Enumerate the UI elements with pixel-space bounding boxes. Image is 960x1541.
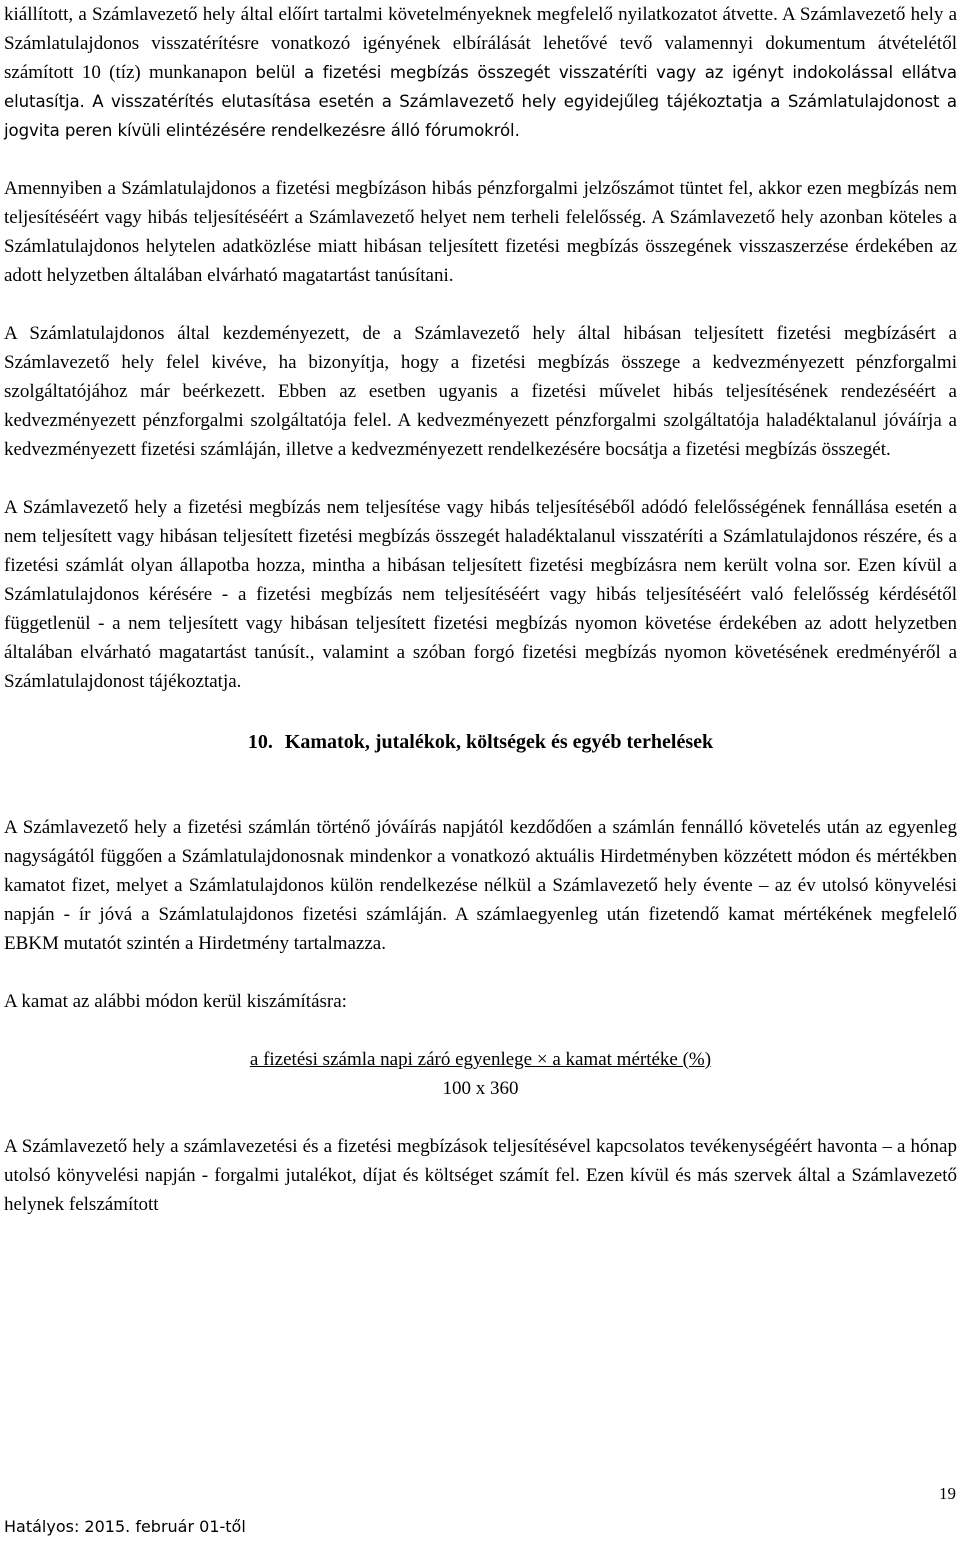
paragraph-refund-decision	[4, 0, 957, 145]
formula-denominator: 100 x 360	[442, 1078, 519, 1099]
paragraph-interest-payment: A Számlavezető hely a fizetési számlán történő jóváírás napjától kezdődően a számlán fennálló követelés után az egyenleg nagyságától függően a Számlatulajdonosnak mindenkor a vonatkozó aktuális Hirdetményben közzétett módon és mértékben kamatot fizet, melyet a Számlatulajdonos külön rendelkezése nélkül a Számlavezető hely évente – az év utolsó könyvelési napján - ír jóvá a Számlatulajdonos fizetési számláján. A számlaegyenleg után fizetendő kamat mértékének megfelelő EBKM mutatót szintén a Hirdetmény tartalmazza.	[4, 817, 957, 954]
paragraph-wrong-account-number: Amennyiben a Számlatulajdonos a fizetési megbízáson hibás pénzforgalmi jelzőszámot tüntet fel, akkor ezen megbízás nem teljesítéséért vagy hibás teljesítéséért a Számlavezető helyet nem terheli felelősség. A Számlavezető hely azonban köteles a Számlatulajdonos helytelen adatközlése miatt hibásan teljesített fizetési megbízás összegének visszaszerzése érdekében az adott helyzetben általában elvárható magatartást tanúsítani.	[4, 178, 957, 286]
paragraph-refund-decision-part2: belül a fizetési megbízás összegét visszatéríti vagy az igényt indokolással ellátva elutasítja. A visszatérítés elutasítása esetén a Számlavezető hely egyidejűleg tájékoztatja a Számlatulajdonost a jogvita peren kívüli elintézésére rendelkezésre álló fórumokról.	[4, 63, 958, 140]
effective-date: Hatályos: 2015. február 01-től	[4, 1517, 246, 1536]
page-number: 19	[939, 1484, 956, 1503]
paragraph-fees: A Számlavezető hely a számlavezetési és a fizetési megbízások teljesítésével kapcsolatos tevékenységéért havonta – a hónap utolsó könyvelési napján - forgalmi jutalékot, díjat és költséget számít fel. Ezen kívül és más szervek által a Számlavezető helynek felszámított	[4, 1136, 957, 1215]
paragraph-non-execution-liability: A Számlavezető hely a fizetési megbízás nem teljesítése vagy hibás teljesítéséből adódó felelősségének fennállása esetén a nem teljesített vagy hibásan teljesített fizetési megbízás összegét haladéktalanul visszatéríti a Számlatulajdonos részére, és a fizetési számlát olyan állapotba hozza, mintha a hibásan teljesített fizetési megbízásra nem került volna sor. Ezen kívül a Számlatulajdonos kérésére - a fizetési megbízás nem teljesítéséért vagy hibás teljesítéséért való felelősség kérdésétől függetlenül - a nem teljesített vagy hibásan teljesített fizetési megbízás nyomon követése érdekében az adott helyzetben általában elvárható magatartást tanúsít., valamint a szóban forgó fizetési megbízás nyomon követésének eredményéről a Számlatulajdonost tájékoztatja.	[4, 497, 957, 692]
paragraph-refund-decision-part1: kiállított, a Számlavezető hely által előírt tartalmi követelményeknek megfelelő nyilatkozatot átvette. A Számlavezető hely a Számlatulajdonos visszatérítésre vonatkozó igényének elbírálását lehetővé tevő valamennyi dokumentum átvételétől számított 10 (tíz) munkanapon	[4, 4, 957, 83]
formula-numerator: a fizetési számla napi záró egyenlege × a kamat mértéke (%)	[249, 1049, 712, 1070]
paragraph-incorrect-execution-liability: A Számlatulajdonos által kezdeményezett, de a Számlavezető hely által hibásan teljesített fizetési megbízásért a Számlavezető hely felel kivéve, ha bizonyítja, hogy a fizetési megbízás összege a kedvezményezett pénzforgalmi szolgáltatójához már beérkezett. Ebben az esetben ugyanis a fizetési művelet hibás teljesítésének rendezéséért a kedvezményezett pénzforgalmi szolgáltatója felel. A kedvezményezett pénzforgalmi szolgáltatója haladéktalanul jóváírja a kedvezményezett fizetési számláján, illetve a kedvezményezett rendelkezésére bocsátja a fizetési megbízás összegét.	[4, 323, 957, 460]
section-title: Kamatok, jutalékok, költségek és egyéb terhelések	[284, 731, 714, 753]
paragraph-interest-calculation-intro: A kamat az alábbi módon kerül kiszámításra:	[4, 991, 347, 1012]
document-page	[4, 0, 957, 1219]
section-number: 10.	[247, 731, 273, 753]
section-heading	[4, 728, 957, 757]
interest-formula	[4, 1045, 957, 1103]
